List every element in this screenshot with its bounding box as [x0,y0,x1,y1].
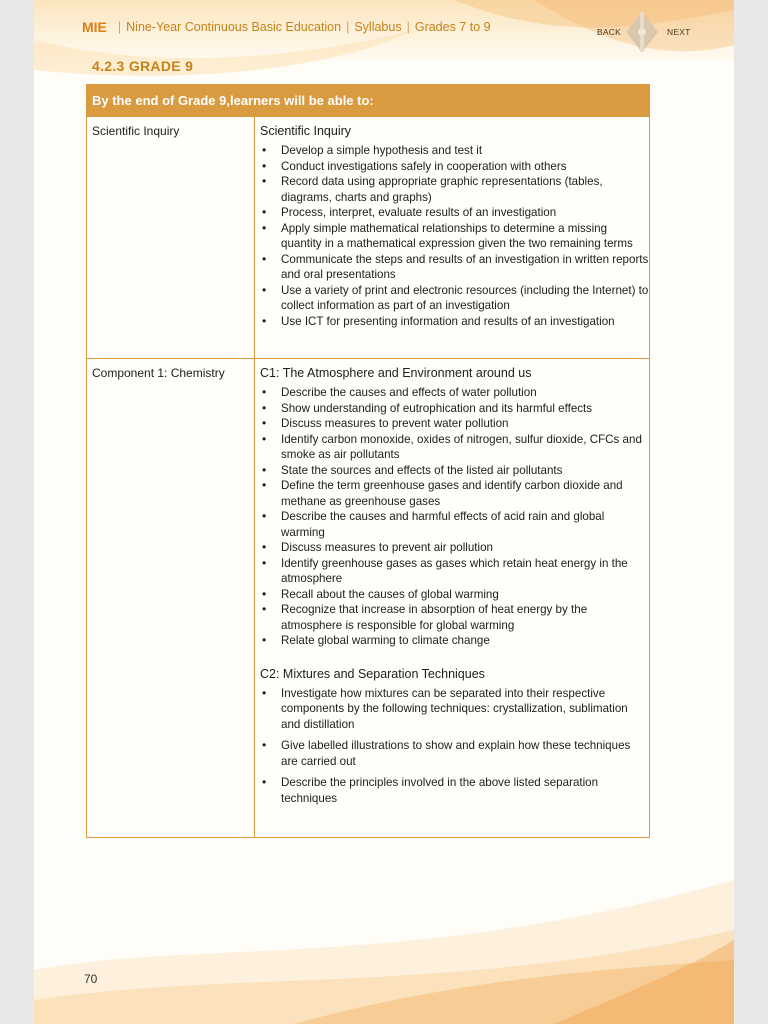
list-item: • Investigate how mixtures can be separated into their respective components by the following techniques: crystallization, sublimation and distillation [260,686,650,733]
page-number: 70 [84,972,98,986]
header-grades: Grades 7 to 9 [414,20,491,34]
outcome-list [260,143,650,329]
list-item: • Discuss measures to prevent water pollution [260,416,650,432]
header-separator: | [117,20,122,34]
outcomes-table [86,84,650,838]
list-item: • Recall about the causes of global warming [260,587,650,603]
list-item: • Describe the causes and harmful effects of acid rain and global warming [260,509,650,540]
list-item: • Record data using appropriate graphic representations (tables, diagrams, charts and graphs) [260,174,650,205]
list-item: • State the sources and effects of the listed air pollutants [260,463,650,479]
column-divider [254,117,255,837]
list-item: • Give labelled illustrations to show and explain how these techniques are carried out [260,738,650,769]
table-heading: By the end of Grade 9,learners will be able to: [87,85,649,117]
outcome-list [260,385,650,649]
list-item: • Process, interpret, evaluate results of an investigation [260,205,650,221]
next-button[interactable]: NEXT [667,27,691,37]
list-item: • Use a variety of print and electronic resources (including the Internet) to collect information as part of an investigation [260,283,650,314]
list-item: • Apply simple mathematical relationships to determine a missing quantity in a mathematical expression given the two remaining terms [260,221,650,252]
list-item: • Communicate the steps and results of an investigation in written reports and oral presentations [260,252,650,283]
block-title: Scientific Inquiry [260,124,352,138]
header-separator: | [406,20,410,34]
brand-logo-text: MIE [82,19,107,35]
block-title: C2: Mixtures and Separation Techniques [260,666,485,681]
page-navigation [592,12,722,52]
header-separator: | [346,20,350,34]
section-title: 4.2.3 GRADE 9 [92,58,194,74]
list-item: • Identify carbon monoxide, oxides of nitrogen, sulfur dioxide, CFCs and smoke as air pollutants [260,432,650,463]
list-item: • Describe the principles involved in the above listed separation techniques [260,775,650,806]
row-divider [87,358,649,359]
outcome-list [260,686,650,807]
row-content-chemistry [260,366,650,812]
list-item: • Relate global warming to climate change [260,633,650,649]
block-title: C1: The Atmosphere and Environment around us [260,366,532,380]
page [34,0,734,1024]
list-item: • Use ICT for presenting information and results of an investigation [260,314,650,330]
nav-arrows-icon[interactable] [622,12,662,52]
list-item: • Describe the causes and effects of water pollution [260,385,650,401]
decorative-swoosh-bottom [34,820,734,1024]
list-item: • Define the term greenhouse gases and identify carbon dioxide and methane as greenhouse gases [260,478,650,509]
list-item: • Conduct investigations safely in cooperation with others [260,159,650,175]
header-document-type: Syllabus [354,20,402,34]
list-item: • Discuss measures to prevent air pollution [260,540,650,556]
list-item: • Identify greenhouse gases as gases which retain heat energy in the atmosphere [260,556,650,587]
header-programme: Nine-Year Continuous Basic Education [126,20,342,34]
row-label-chemistry: Component 1: Chemistry [92,366,225,380]
list-item: • Recognize that increase in absorption of heat energy by the atmosphere is responsible for global warming [260,602,650,633]
row-label-scientific-inquiry: Scientific Inquiry [92,124,180,138]
row-content-scientific-inquiry [260,124,650,329]
list-item: • Develop a simple hypothesis and test it [260,143,650,159]
document-header [82,19,491,35]
list-item: • Show understanding of eutrophication and its harmful effects [260,401,650,417]
back-button[interactable]: BACK [597,27,621,37]
